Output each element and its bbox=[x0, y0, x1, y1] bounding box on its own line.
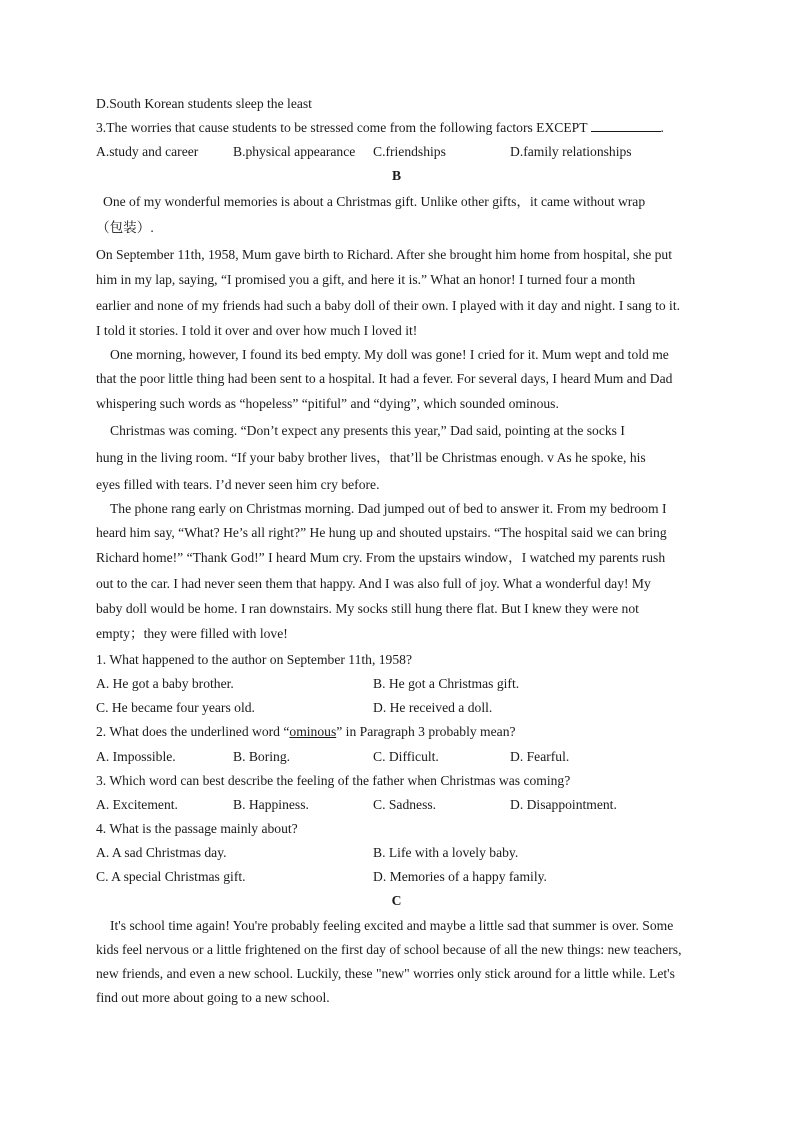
paragraph-line: It's school time again! You're probably feeling excited and maybe a little sad that summer is over. Some bbox=[110, 918, 674, 933]
question-line: 3. Which word can best describe the feeling of the father when Christmas was coming? bbox=[96, 773, 571, 788]
paragraph-line: One of my wonderful memories is about a Christmas gift. Unlike other gifts，it came without wrap bbox=[103, 194, 646, 209]
option: D. He received a doll. bbox=[373, 700, 493, 715]
answer-blank bbox=[591, 120, 661, 132]
paragraph-line: whispering such words as “hopeless” “pitiful” and “dying”, which sounded ominous. bbox=[96, 396, 559, 411]
option: C. Difficult. bbox=[373, 749, 439, 764]
paragraph-line: find out more about going to a new school. bbox=[96, 990, 330, 1005]
option: B. Boring. bbox=[233, 749, 291, 764]
paragraph-line: I told it stories. I told it over and over how much I loved it! bbox=[96, 323, 418, 338]
option: A.study and career bbox=[96, 144, 199, 159]
option: A. He got a baby brother. bbox=[96, 676, 234, 691]
option: C. Sadness. bbox=[373, 797, 437, 812]
paragraph-line: earlier and none of my friends had such a baby doll of their own. I played with it day and night. I sang to it. bbox=[96, 298, 681, 313]
option: C. He became four years old. bbox=[96, 700, 255, 715]
paragraph-line: heard him say, “What? He’s all right?” He hung up and shouted upstairs. “The hospital said we can bring bbox=[96, 525, 667, 540]
paragraph-line: eyes filled with tears. I’d never seen him cry before. bbox=[96, 477, 380, 492]
question-text: 3.The worries that cause students to be stressed come from the following factors EXCEPT bbox=[96, 120, 588, 135]
underlined-word: ominous bbox=[289, 724, 337, 739]
option: C.friendships bbox=[373, 144, 446, 159]
section-heading: C bbox=[391, 893, 402, 908]
paragraph-line: baby doll would be home. I ran downstairs. My socks still hung there flat. But I knew they were not bbox=[96, 601, 639, 616]
option: D. Memories of a happy family. bbox=[373, 869, 547, 884]
option: A. Excitement. bbox=[96, 797, 178, 812]
paragraph-line: （包装）. bbox=[96, 220, 154, 235]
option: B. Life with a lovely baby. bbox=[373, 845, 519, 860]
paragraph-line: empty；they were filled with love! bbox=[96, 626, 288, 641]
paragraph-line: new friends, and even a new school. Luckily, these "new" worries only stick around for a little while. Let's bbox=[96, 966, 675, 981]
paragraph-line: The phone rang early on Christmas morning. Dad jumped out of bed to answer it. From my bedroom I bbox=[110, 501, 667, 516]
paragraph-line: One morning, however, I found its bed empty. My doll was gone! I cried for it. Mum wept and told me bbox=[110, 347, 669, 362]
option: B. He got a Christmas gift. bbox=[373, 676, 520, 691]
option: B. Happiness. bbox=[233, 797, 309, 812]
paragraph-line: that the poor little thing had been sent to a hospital. It had a fever. For several days, I heard Mum and Dad bbox=[96, 371, 673, 386]
question-line: 1. What happened to the author on September 11th, 1958? bbox=[96, 652, 412, 667]
question-line bbox=[96, 119, 664, 137]
option: B.physical appearance bbox=[233, 144, 356, 159]
option-line: D.South Korean students sleep the least bbox=[96, 96, 312, 111]
paragraph-line: Christmas was coming. “Don’t expect any presents this year,” Dad said, pointing at the socks I bbox=[110, 423, 625, 438]
section-heading: B bbox=[391, 168, 402, 183]
option: A. Impossible. bbox=[96, 749, 176, 764]
paragraph-line: kids feel nervous or a little frightened on the first day of school because of all the new things: new teachers, bbox=[96, 942, 682, 957]
option: C. A special Christmas gift. bbox=[96, 869, 246, 884]
paragraph-line: On September 11th, 1958, Mum gave birth to Richard. After she brought him home from hospital, she put bbox=[96, 247, 673, 262]
paragraph-line: hung in the living room. “If your baby brother lives，that’ll be Christmas enough. v As he spoke, his bbox=[96, 450, 646, 465]
paragraph-line: him in my lap, saying, “I promised you a gift, and here it is.” What an honor! I turned four a month bbox=[96, 272, 636, 287]
option: A. A sad Christmas day. bbox=[96, 845, 227, 860]
question-line: 4. What is the passage mainly about? bbox=[96, 821, 298, 836]
option: D. Fearful. bbox=[510, 749, 570, 764]
paragraph-line: out to the car. I had never seen them that happy. And I was also full of joy. What a wonderful day! My bbox=[96, 576, 651, 591]
question-line: 2. What does the underlined word “ominous” in Paragraph 3 probably mean? bbox=[96, 724, 516, 739]
option: D. Disappointment. bbox=[510, 797, 617, 812]
paragraph-line: Richard home!” “Thank God!” I heard Mum cry. From the upstairs window，I watched my parents rush bbox=[96, 550, 666, 565]
option: D.family relationships bbox=[510, 144, 632, 159]
question-end: . bbox=[660, 120, 664, 135]
